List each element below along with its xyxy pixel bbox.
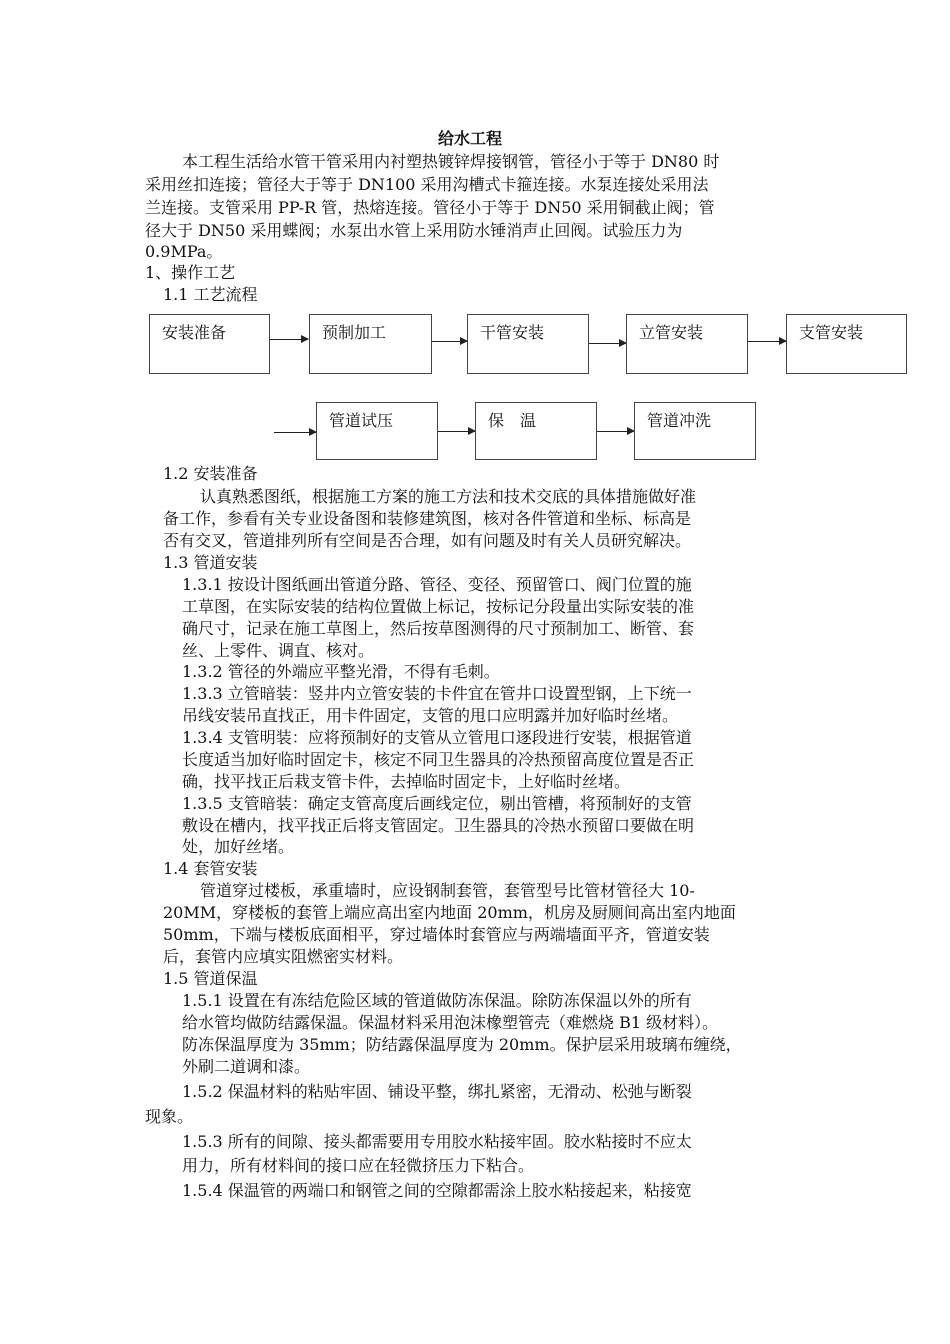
- paragraph-line: 后，套管内应填实阻燃密实材料。: [163, 947, 404, 966]
- flow-step-insulation: [475, 402, 597, 460]
- paragraph-line: 备工作，参看有关专业设备图和装修建筑图，核对各件管道和坐标、标高是: [163, 509, 692, 528]
- flow-step-riser: [626, 314, 748, 374]
- flow-step-label: 安装准备: [162, 323, 227, 342]
- subsection-heading: 1.1 工艺流程: [163, 285, 258, 304]
- flow-step-label: 立管安装: [639, 323, 704, 342]
- paragraph-line: 1.3.3 立管暗装：竖井内立管安装的卡件宜在管井口设置型钢，上下统一: [182, 684, 692, 703]
- subsection-heading: 1.5 管道保温: [163, 969, 258, 988]
- paragraph-line: 现象。: [145, 1107, 194, 1126]
- flow-arrow: [438, 431, 475, 432]
- flow-step-label: 保 温: [488, 411, 537, 430]
- paragraph-line: 外刷二道调和漆。: [182, 1057, 311, 1076]
- intro-line: 本工程生活给水管干管采用内衬塑热镀锌焊接钢管，管径小于等于 DN80 时: [182, 152, 720, 171]
- intro-line: 兰连接。支管采用 PP-R 管，热熔连接。管径小于等于 DN50 采用铜截止阀；管: [145, 198, 715, 217]
- paragraph-line: 20MM，穿楼板的套管上端应高出室内地面 20mm，机房及厨厕间高出室内地面: [163, 903, 736, 922]
- paragraph-line: 确，找平找正后栽支管卡件，去掉临时固定卡，上好临时丝堵。: [182, 772, 631, 791]
- flow-step-label: 支管安装: [799, 323, 864, 342]
- subsection-heading: 1.3 管道安装: [163, 553, 258, 572]
- flow-step-label: 干管安装: [480, 323, 545, 342]
- page-title: 给水工程: [438, 129, 503, 148]
- section-heading: 1、操作工艺: [145, 263, 236, 282]
- paragraph-line: 1.5.3 所有的间隙、接头都需要用专用胶水粘接牢固。胶水粘接时不应太: [182, 1132, 692, 1151]
- flow-step-pressure-test: [316, 402, 438, 460]
- paragraph-line: 长度适当加好临时固定卡，核定不同卫生器具的冷热预留高度位置是否正: [182, 750, 695, 769]
- paragraph-line: 确尺寸，记录在施工草图上，然后按草图测得的尺寸预制加工、断管、套: [182, 619, 695, 638]
- paragraph-line: 1.5.1 设置在有冻结危险区域的管道做防冻保温。除防冻保温以外的所有: [182, 991, 692, 1010]
- flow-step-prefab: [309, 314, 432, 374]
- paragraph-line: 工草图，在实际安装的结构位置做上标记，按标记分段量出实际安装的准: [182, 597, 695, 616]
- flow-step-flushing: [634, 402, 756, 460]
- flow-step-label: 预制加工: [322, 323, 387, 342]
- flow-arrow: [589, 343, 626, 344]
- paragraph-line: 1.3.1 按设计图纸画出管道分路、管径、变径、预留管口、阀门位置的施: [182, 575, 692, 594]
- flow-arrow: [432, 341, 467, 342]
- flow-arrow: [274, 432, 316, 433]
- paragraph-line: 50mm，下端与楼板底面相平，穿过墙体时套管应与两端墙面平齐，管道安装: [163, 925, 710, 944]
- paragraph-line: 1.5.2 保温材料的粘贴牢固、铺设平整，绑扎紧密，无滑动、松弛与断裂: [182, 1082, 692, 1101]
- subsection-heading: 1.4 套管安装: [163, 859, 258, 878]
- paragraph-line: 1.3.2 管径的外端应平整光滑，不得有毛刺。: [182, 662, 500, 681]
- flow-step-label: 管道冲洗: [647, 411, 712, 430]
- paragraph-line: 1.3.5 支管暗装：确定支管高度后画线定位，剔出管槽，将预制好的支管: [182, 794, 692, 813]
- intro-line: 采用丝扣连接；管径大于等于 DN100 采用沟槽式卡箍连接。水泵连接处采用法: [145, 175, 709, 194]
- paragraph-line: 给水管均做防结露保温。保温材料采用泡沫橡塑管壳（难燃烧 B1 级材料）。: [182, 1013, 719, 1032]
- paragraph-line: 1.5.4 保温管的两端口和钢管之间的空隙都需涂上胶水粘接起来，粘接宽: [182, 1181, 692, 1200]
- flow-arrow: [270, 339, 308, 340]
- paragraph-line: 管道穿过楼板，承重墙时，应设钢制套管，套管型号比管材管径大 10-: [200, 881, 695, 900]
- paragraph-line: 用力，所有材料间的接口应在轻微挤压力下粘合。: [182, 1156, 535, 1175]
- intro-line: 径大于 DN50 采用蝶阀；水泵出水管上采用防水锤消声止回阀。试验压力为: [145, 221, 683, 240]
- flow-step-label: 管道试压: [329, 411, 394, 430]
- flow-step-branch: [786, 314, 907, 374]
- paragraph-line: 防冻保温厚度为 35mm；防结露保温厚度为 20mm。保护层采用玻璃布缠绕，: [182, 1035, 742, 1054]
- flow-step-prepare: [149, 314, 270, 374]
- flow-arrow: [748, 341, 786, 342]
- paragraph-line: 吊线安装吊直找正，用卡件固定，支管的甩口应明露并加好临时丝堵。: [182, 706, 679, 725]
- paragraph-line: 1.3.4 支管明装：应将预制好的支管从立管甩口逐段进行安装，根据管道: [182, 728, 692, 747]
- paragraph-line: 敷设在槽内，找平找正后将支管固定。卫生器具的冷热水预留口要做在明: [182, 816, 695, 835]
- flow-arrow: [597, 431, 634, 432]
- intro-line: 0.9MPa。: [145, 242, 223, 261]
- subsection-heading: 1.2 安装准备: [163, 464, 258, 483]
- flow-step-main-pipe: [467, 314, 589, 374]
- paragraph-line: 否有交叉，管道排列所有空间是否合理，如有问题及时有关人员研究解决。: [163, 531, 692, 550]
- paragraph-line: 处，加好丝堵。: [182, 837, 295, 856]
- paragraph-line: 认真熟悉图纸，根据施工方案的施工方法和技术交底的具体措施做好准: [200, 487, 697, 506]
- paragraph-line: 丝、上零件、调直、核对。: [182, 641, 375, 660]
